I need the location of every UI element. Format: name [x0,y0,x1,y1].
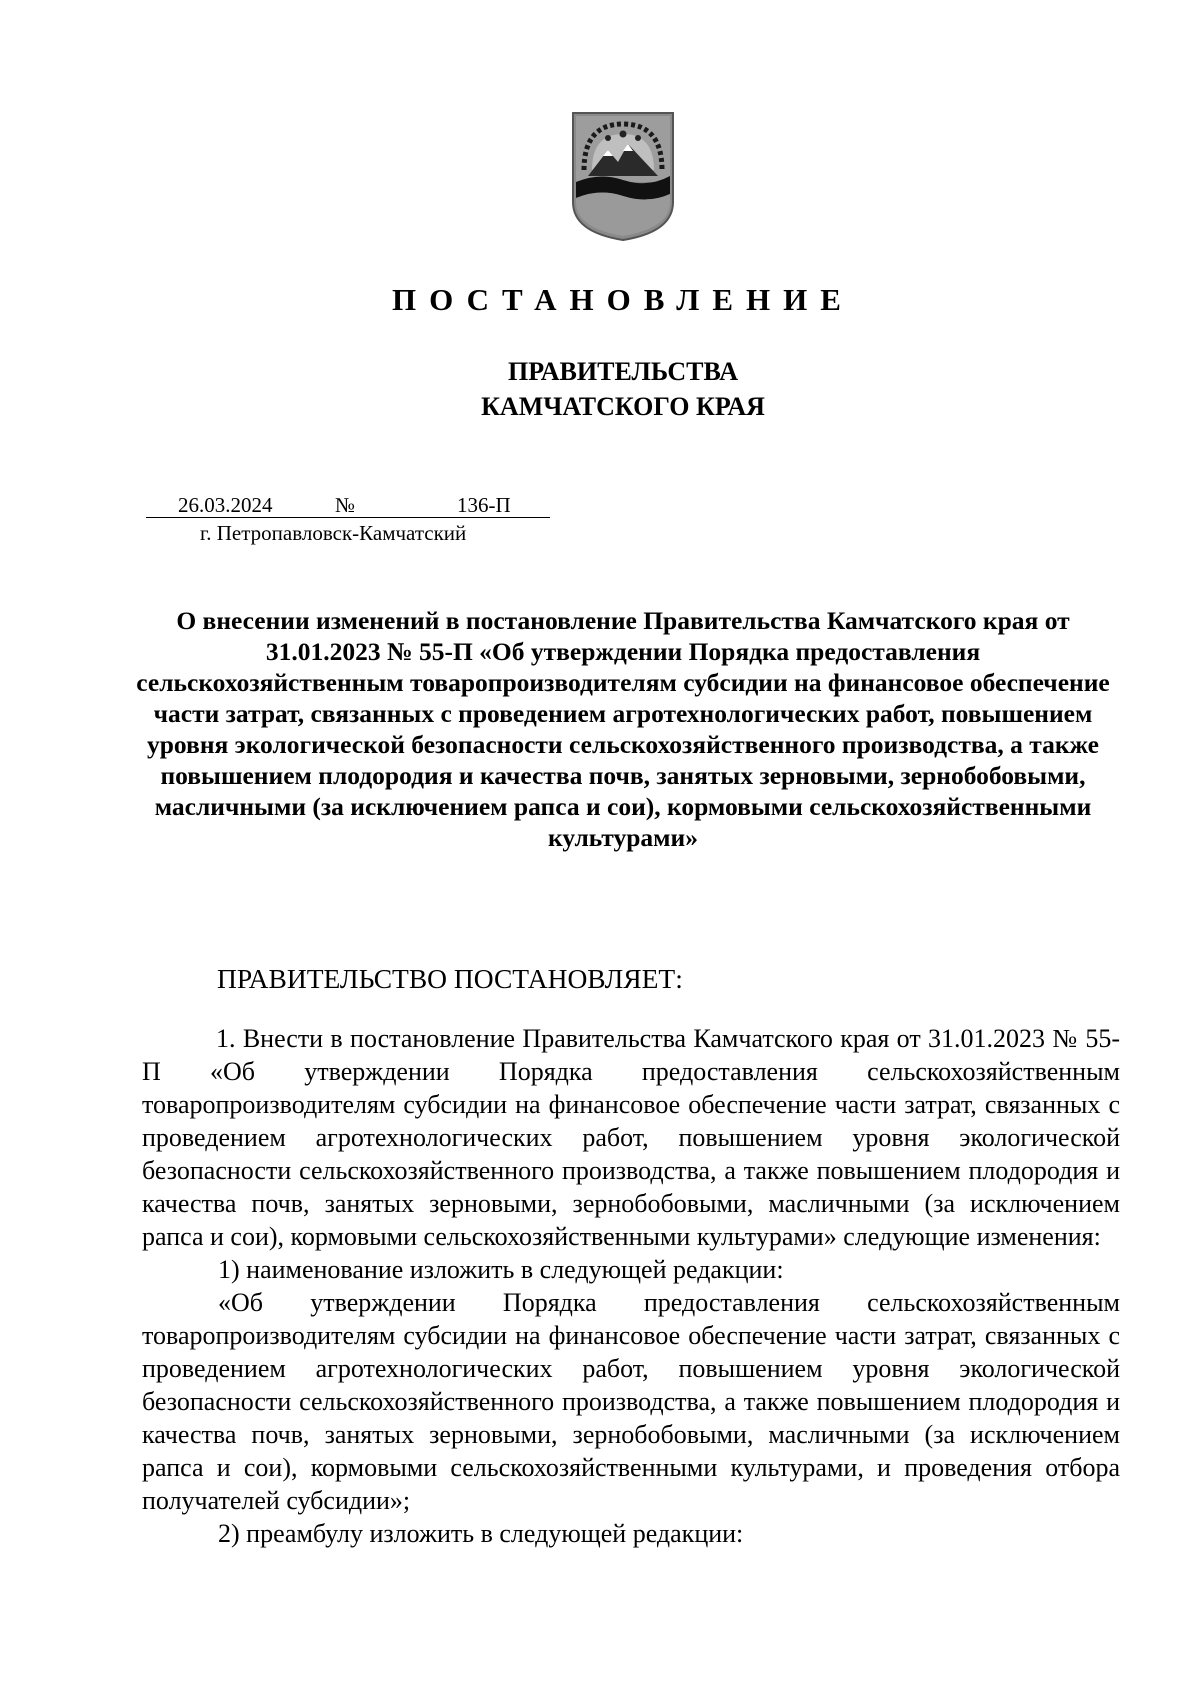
date-number-line [146,493,550,518]
document-body [142,1022,1120,1550]
issuer-line-2: КАМЧАТСКОГО КРАЯ [481,392,765,421]
coat-of-arms-emblem [570,110,676,242]
decree-phrase: ПРАВИТЕЛЬСТВО ПОСТАНОВЛЯЕТ: [217,963,683,994]
number-sign: № [335,493,356,517]
document-type-heading: ПОСТАНОВЛЕНИЕ [392,282,854,317]
document-title: О внесении изменений в постановление Правительства Камчатского края от 31.01.2023 № 55-П «Об утверждении Порядка предоставления сельскохозяйственным товаропроизводителям субсидии на финансовое обеспечение части затрат, связанных с проведением агротехнологических работ, повышением уровня экологической безопасности сельскохозяйственного производства, а также повышением плодородия и качества почв, занятых зерновыми, зернобобовыми, масличными (за исключением рапса и сои), кормовыми сельскохозяйственными культурами» [136,606,1110,852]
issuer-line-1: ПРАВИТЕЛЬСТВА [508,357,738,386]
paragraph-3: «Об утверждении Порядка предоставления сельскохозяйственным товаропроизводителям субсидии на финансовое обеспечение части затрат, связанных с проведением агротехнологических работ, повышением уровня экологической безопасности сельскохозяйственного производства, а также повышением плодородия и качества почв, занятых зерновыми, зернобобовыми, масличными (за исключением рапса и сои), кормовыми сельскохозяйственными культурами, и проведения отбора получателей субсидии»; [142,1288,1120,1515]
issuer-heading [0,354,1200,424]
document-number: 136-П [457,493,511,517]
document-date: 26.03.2024 [178,493,273,517]
paragraph-2: 1) наименование изложить в следующей редакции: [218,1255,784,1284]
city-name: г. Петропавловск-Камчатский [200,521,467,545]
paragraph-4: 2) преамбулу изложить в следующей редакции: [218,1519,744,1548]
paragraph-1: 1. Внести в постановление Правительства Камчатского края от 31.01.2023 № 55-П «Об утверждении Порядка предоставления сельскохозяйственным товаропроизводителям субсидии на финансовое обеспечение части затрат, связанных с проведением агротехнологических работ, повышением уровня экологической безопасности сельскохозяйственного производства, а также повышением плодородия и качества почв, занятых зерновыми, зернобобовыми, масличными (за исключением рапса и сои), кормовыми сельскохозяйственными культурами» следующие изменения: [142,1024,1120,1251]
